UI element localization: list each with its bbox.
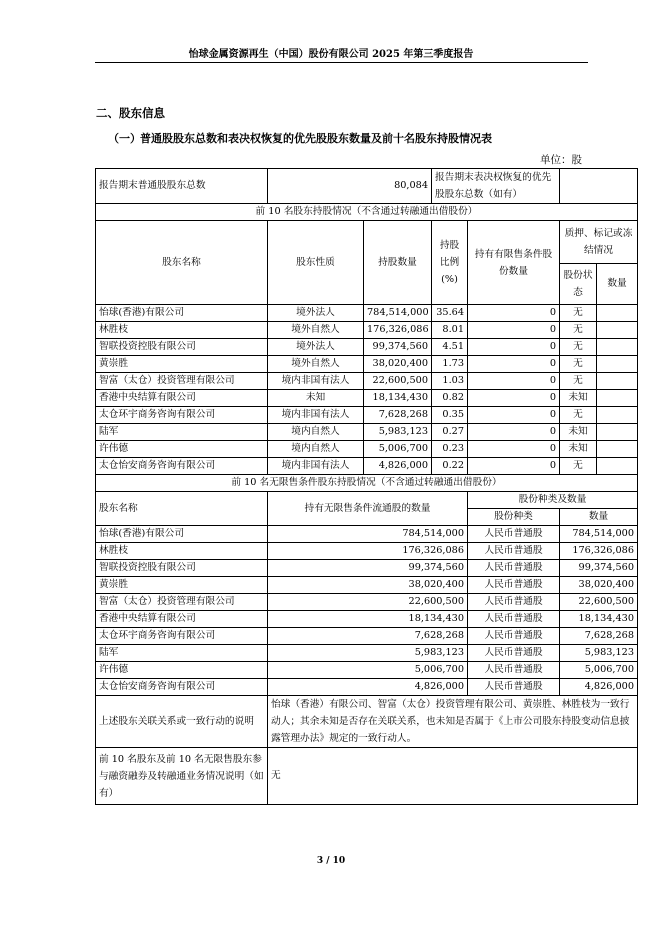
holder-name: 智富（太仓）投资管理有限公司 (96, 373, 268, 390)
holder-pledge-num (597, 458, 638, 475)
holder-restricted: 0 (468, 407, 560, 424)
holder-restricted: 0 (468, 322, 560, 339)
holder-status: 无 (560, 458, 597, 475)
holder-qty: 22,600,500 (364, 373, 432, 390)
u-holder-qty: 7,628,268 (268, 628, 468, 645)
holder-qty: 4,826,000 (364, 458, 432, 475)
table-row (96, 645, 638, 662)
u-holder-name: 智富（太仓）投资管理有限公司 (96, 594, 268, 611)
page-header: 怡球金属资源再生（中国）股份有限公司 2025 年第三季度报告 (188, 49, 474, 60)
u-holder-num: 99,374,560 (560, 560, 638, 577)
th-status: 股份状态 (560, 264, 597, 305)
table-row (96, 679, 638, 696)
subsection-text: 普通股股东总数和表决权恢复的优先股股东数量及前十名股东持股情况表 (140, 132, 492, 145)
holder-ratio: 0.35 (432, 407, 468, 424)
holder-name: 怡球(香港)有限公司 (96, 305, 268, 322)
holder-ratio: 35.64 (432, 305, 468, 322)
total-holders-value: 80,084 (268, 169, 432, 204)
u-holder-name: 太仓怡安商务咨询有限公司 (96, 679, 268, 696)
u-holder-num: 5,006,700 (560, 662, 638, 679)
th-nature: 股东性质 (268, 221, 364, 305)
th-name: 股东名称 (96, 221, 268, 305)
uh-type: 股份种类 (468, 509, 560, 526)
holder-pledge-num (597, 424, 638, 441)
u-holder-type: 人民币普通股 (468, 662, 560, 679)
u-holder-num: 7,628,268 (560, 628, 638, 645)
holder-name: 太仓环宇商务咨询有限公司 (96, 407, 268, 424)
table-row (96, 526, 638, 543)
holder-ratio: 8.01 (432, 322, 468, 339)
holder-name: 许伟德 (96, 441, 268, 458)
subsection-title (108, 130, 492, 146)
u-holder-name: 香港中央结算有限公司 (96, 611, 268, 628)
holder-restricted: 0 (468, 424, 560, 441)
table-row (96, 373, 638, 390)
holder-restricted: 0 (468, 390, 560, 407)
table-row (96, 339, 638, 356)
holder-status: 未知 (560, 390, 597, 407)
holder-name: 林胜枝 (96, 322, 268, 339)
holder-ratio: 0.22 (432, 458, 468, 475)
holder-status: 无 (560, 339, 597, 356)
holder-name: 陆军 (96, 424, 268, 441)
related-row (96, 696, 638, 748)
unrestricted-title-row (96, 475, 638, 492)
margin-label: 前 10 名股东及前 10 名无限售股东参与融资融券及转融通业务情况说明（如有） (96, 748, 268, 805)
holder-nature: 未知 (268, 390, 364, 407)
u-holder-type: 人民币普通股 (468, 543, 560, 560)
u-holder-num: 784,514,000 (560, 526, 638, 543)
u-holder-num: 4,826,000 (560, 679, 638, 696)
holder-nature: 境内非国有法人 (268, 458, 364, 475)
table-row (96, 458, 638, 475)
table-row (96, 560, 638, 577)
holder-nature: 境内自然人 (268, 441, 364, 458)
u-holder-name: 林胜枝 (96, 543, 268, 560)
u-holder-type: 人民币普通股 (468, 611, 560, 628)
table-row (96, 611, 638, 628)
u-holder-qty: 784,514,000 (268, 526, 468, 543)
u-holder-type: 人民币普通股 (468, 594, 560, 611)
table-row (96, 628, 638, 645)
table-row (96, 441, 638, 458)
th-num: 数量 (597, 264, 638, 305)
page-number: 3 / 10 (316, 856, 346, 866)
th-qty: 持股数量 (364, 221, 432, 305)
holder-pledge-num (597, 339, 638, 356)
holder-restricted: 0 (468, 339, 560, 356)
u-holder-name: 陆军 (96, 645, 268, 662)
holder-qty: 38,020,400 (364, 356, 432, 373)
u-holder-type: 人民币普通股 (468, 560, 560, 577)
u-holder-qty: 18,134,430 (268, 611, 468, 628)
holder-nature: 境外法人 (268, 339, 364, 356)
u-holder-type: 人民币普通股 (468, 628, 560, 645)
u-holder-qty: 176,326,086 (268, 543, 468, 560)
holder-nature: 境外自然人 (268, 356, 364, 373)
u-holder-num: 38,020,400 (560, 577, 638, 594)
holder-restricted: 0 (468, 305, 560, 322)
subsection-number: （一） (108, 132, 141, 145)
holder-ratio: 0.27 (432, 424, 468, 441)
table-row (96, 543, 638, 560)
u-holder-type: 人民币普通股 (468, 526, 560, 543)
unrestricted-header-row (96, 492, 638, 509)
related-text: 怡球（香港）有限公司、智富（太仓）投资管理有限公司、黄崇胜、林胜枝为一致行动人；其余未知是否存在关联关系，也未知是否属于《上市公司股东持股变动信息披露管理办法》规定的一致行动人。 (268, 696, 638, 748)
table-row (96, 424, 638, 441)
holder-pledge-num (597, 356, 638, 373)
holder-ratio: 0.23 (432, 441, 468, 458)
holder-name: 智联投资控股有限公司 (96, 339, 268, 356)
summary-row (96, 169, 638, 204)
holder-ratio: 4.51 (432, 339, 468, 356)
holder-pledge-num (597, 441, 638, 458)
table-row (96, 407, 638, 424)
u-holder-type: 人民币普通股 (468, 645, 560, 662)
holder-pledge-num (597, 390, 638, 407)
table-row (96, 594, 638, 611)
holder-status: 无 (560, 373, 597, 390)
holder-ratio: 1.03 (432, 373, 468, 390)
th-pledge: 质押、标记或冻结情况 (560, 221, 638, 264)
u-holder-name: 许伟德 (96, 662, 268, 679)
holder-qty: 18,134,430 (364, 390, 432, 407)
table-row (96, 322, 638, 339)
holder-status: 无 (560, 407, 597, 424)
table-row (96, 662, 638, 679)
pref-holders-label: 报告期末表决权恢复的优先股股东总数（如有） (432, 169, 560, 204)
top10-header-row (96, 221, 638, 264)
holder-nature: 境外法人 (268, 305, 364, 322)
holder-restricted: 0 (468, 373, 560, 390)
table-row (96, 356, 638, 373)
holder-qty: 7,628,268 (364, 407, 432, 424)
holder-name: 太仓怡安商务咨询有限公司 (96, 458, 268, 475)
top10-title-row (96, 204, 638, 221)
holder-qty: 784,514,000 (364, 305, 432, 322)
holder-restricted: 0 (468, 441, 560, 458)
u-holder-num: 18,134,430 (560, 611, 638, 628)
u-holder-qty: 4,826,000 (268, 679, 468, 696)
holder-name: 黄崇胜 (96, 356, 268, 373)
u-holder-type: 人民币普通股 (468, 679, 560, 696)
holder-status: 未知 (560, 441, 597, 458)
holder-pledge-num (597, 305, 638, 322)
top10-title: 前 10 名股东持股情况（不含通过转融通出借股份） (96, 204, 638, 221)
holder-restricted: 0 (468, 458, 560, 475)
holder-status: 无 (560, 356, 597, 373)
total-holders-label: 报告期末普通股股东总数 (96, 169, 268, 204)
holder-pledge-num (597, 322, 638, 339)
u-holder-name: 智联投资控股有限公司 (96, 560, 268, 577)
header-rule (95, 62, 588, 63)
holder-pledge-num (597, 407, 638, 424)
table-row (96, 577, 638, 594)
u-holder-name: 太仓环宇商务咨询有限公司 (96, 628, 268, 645)
u-holder-qty: 5,006,700 (268, 662, 468, 679)
u-holder-qty: 5,983,123 (268, 645, 468, 662)
holder-ratio: 0.82 (432, 390, 468, 407)
holder-nature: 境内非国有法人 (268, 373, 364, 390)
table-row (96, 390, 638, 407)
holder-qty: 99,374,560 (364, 339, 432, 356)
uh-qty: 持有无限售条件流通股的数量 (268, 492, 468, 526)
margin-text: 无 (268, 748, 638, 805)
th-ratio: 持股比例(%) (432, 221, 468, 305)
related-label: 上述股东关联关系或一致行动的说明 (96, 696, 268, 748)
holder-status: 无 (560, 322, 597, 339)
unrestricted-title: 前 10 名无限售条件股东持股情况（不含通过转融通出借股份） (96, 475, 638, 492)
u-holder-type: 人民币普通股 (468, 577, 560, 594)
section-title: 二、股东信息 (96, 106, 165, 120)
holder-qty: 5,983,123 (364, 424, 432, 441)
holder-nature: 境外自然人 (268, 322, 364, 339)
holder-nature: 境内自然人 (268, 424, 364, 441)
pref-holders-value (560, 169, 638, 204)
table-row (96, 305, 638, 322)
u-holder-num: 22,600,500 (560, 594, 638, 611)
u-holder-num: 176,326,086 (560, 543, 638, 560)
uh-type-group: 股份种类及数量 (468, 492, 638, 509)
holder-qty: 176,326,086 (364, 322, 432, 339)
u-holder-qty: 99,374,560 (268, 560, 468, 577)
uh-name: 股东名称 (96, 492, 268, 526)
margin-row (96, 748, 638, 805)
holder-restricted: 0 (468, 356, 560, 373)
unit-label: 单位：股 (540, 154, 582, 166)
holder-name: 香港中央结算有限公司 (96, 390, 268, 407)
u-holder-qty: 38,020,400 (268, 577, 468, 594)
u-holder-name: 黄崇胜 (96, 577, 268, 594)
holder-qty: 5,006,700 (364, 441, 432, 458)
holder-status: 无 (560, 305, 597, 322)
holder-ratio: 1.73 (432, 356, 468, 373)
u-holder-qty: 22,600,500 (268, 594, 468, 611)
uh-num: 数量 (560, 509, 638, 526)
holder-pledge-num (597, 373, 638, 390)
th-restricted: 持有有限售条件股份数量 (468, 221, 560, 305)
holder-nature: 境内非国有法人 (268, 407, 364, 424)
shareholder-table (95, 168, 638, 805)
u-holder-num: 5,983,123 (560, 645, 638, 662)
u-holder-name: 怡球(香港)有限公司 (96, 526, 268, 543)
holder-status: 未知 (560, 424, 597, 441)
